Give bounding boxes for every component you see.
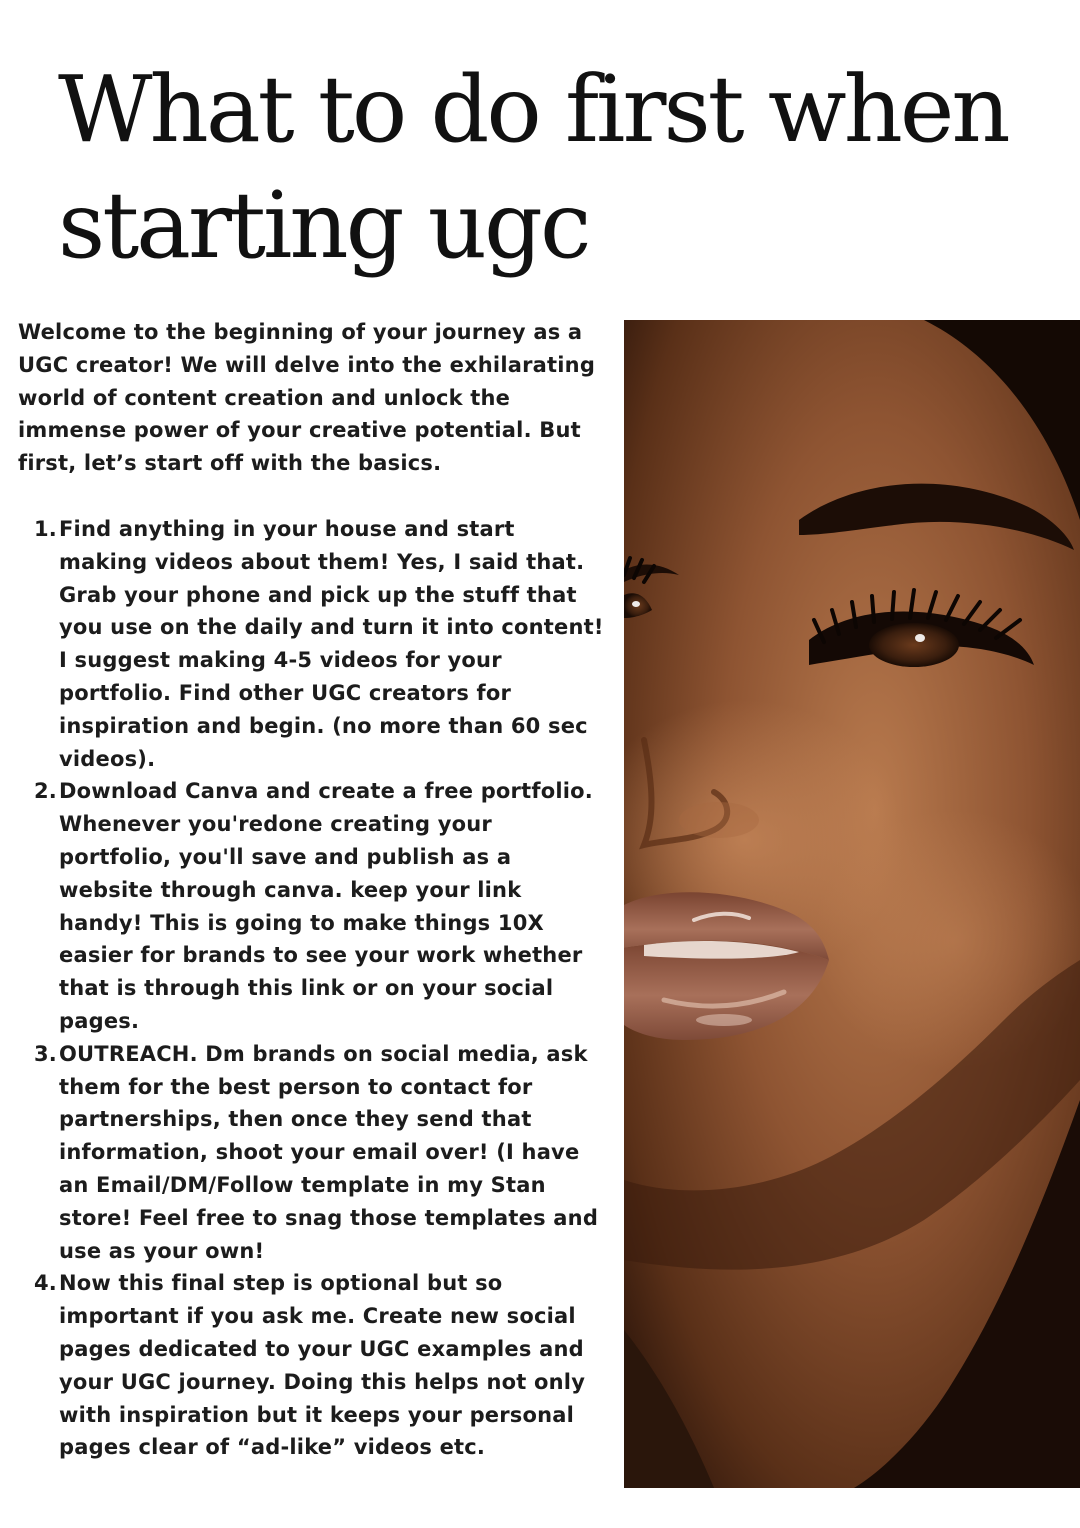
portrait-photo	[624, 320, 1080, 1488]
title-line-2: starting ugc	[58, 172, 589, 279]
step-number: 4.	[34, 1271, 57, 1296]
list-item	[18, 513, 604, 775]
page-title	[58, 52, 1058, 284]
step-text: Now this final step is optional but so important if you ask me. Create new social pages dedicated to your UGC examples and your UGC journey. Doing this helps not only with inspiration but it keeps your personal pages clear of “ad-like” videos etc.	[59, 1271, 586, 1460]
step-text: Download Canva and create a free portfolio. Whenever you'redone creating your portfolio, you'll save and publish as a website through canva. keep your link handy! This is going to make things 10X easier for brands to see your work whether that is through this link or on your social pages.	[59, 779, 593, 1033]
step-text: OUTREACH. Dm brands on social media, ask them for the best person to contact for partnerships, then once they send that information, shoot your email over! (I have an Email/DM/Follow template in my Stan store! Feel free to snag those templates and use as your own!	[59, 1041, 599, 1263]
steps-list	[18, 513, 604, 1464]
portrait-illustration	[624, 320, 1080, 1488]
step-number: 1.	[34, 516, 57, 541]
step-text: Find anything in your house and start making videos about them! Yes, I said that. Grab your phone and pick up the stuff that you use on the daily and turn it into content! I suggest making 4-5 videos for your portfolio. Find other UGC creators for inspiration and begin. (no more than 60 sec videos).	[59, 516, 604, 771]
step-number: 3.	[34, 1041, 57, 1066]
list-item	[18, 1038, 604, 1268]
list-item	[18, 1267, 604, 1464]
intro-paragraph: Welcome to the beginning of your journey as a UGC creator! We will delve into the exhilarating world of content creation and unlock the immense power of your creative potential. But first, let’s start off with the basics.	[18, 320, 596, 476]
body-text	[18, 316, 604, 1464]
step-number: 2.	[34, 779, 57, 804]
title-line-1: What to do first when	[58, 56, 1008, 163]
list-item	[18, 775, 604, 1037]
